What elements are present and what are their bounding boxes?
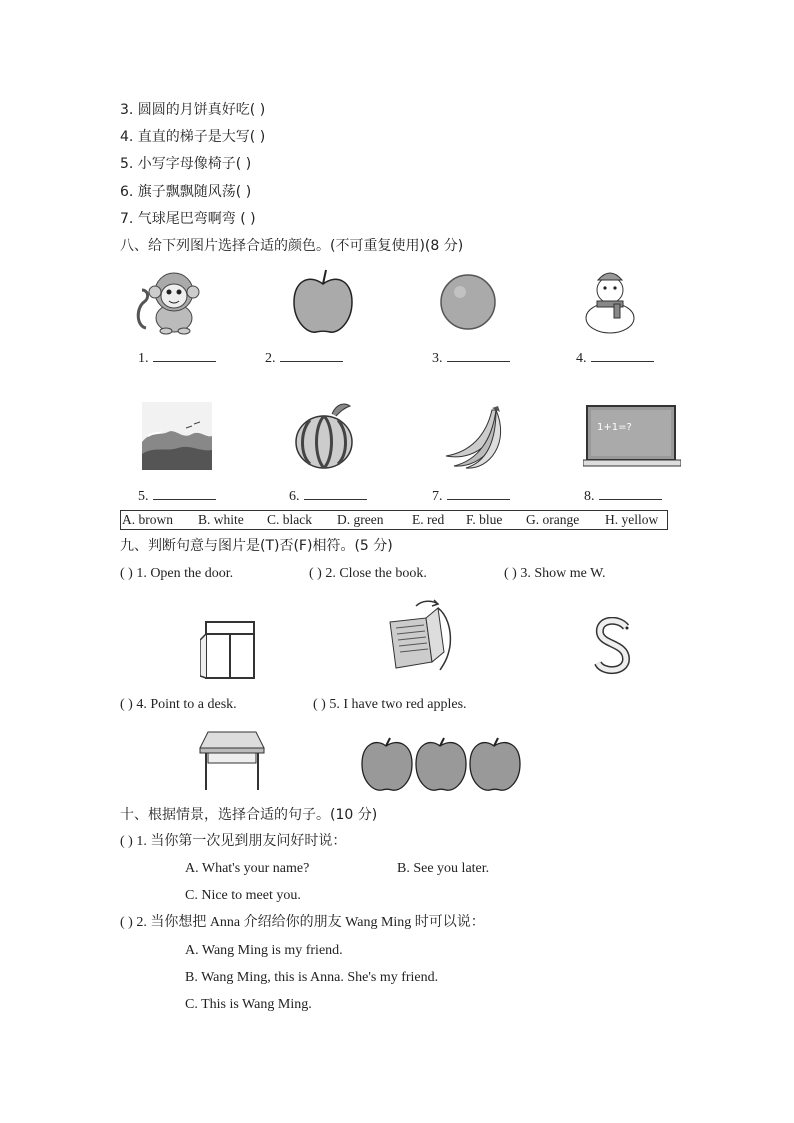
answer-line-1[interactable]: 1.: [138, 347, 216, 368]
answer-line-5[interactable]: 5.: [138, 485, 216, 506]
sea-waves-picture: [142, 402, 212, 470]
section-10-title: 十、根据情景，选择合适的句子。(10 分): [120, 807, 378, 823]
judge-item-5: 5. 小写字母像椅子( ): [120, 156, 252, 172]
blackboard-picture: [583, 404, 681, 468]
three-apples-picture: [360, 736, 522, 794]
snake-s-picture: [592, 617, 634, 675]
option-h: H. yellow: [605, 512, 659, 527]
answer-line-4[interactable]: 4.: [576, 347, 654, 368]
judge-item-7: 7. 气球尾巴弯啊弯 ( ): [120, 211, 256, 227]
snowman-picture: [580, 266, 640, 334]
tf-item-1: ( ) 1. Open the door.: [120, 566, 234, 581]
closing-book-picture: [386, 598, 458, 674]
tf-item-5: ( ) 5. I have two red apples.: [313, 697, 467, 712]
desk-picture: [198, 730, 266, 792]
section-9-title: 九、判断句意与图片是(T)否(F)相符。(5 分): [120, 538, 393, 554]
option-d: D. green: [337, 512, 384, 527]
option-e: E. red: [412, 512, 445, 527]
option-c: C. black: [267, 512, 312, 527]
q1-option-a: A. What's your name?: [185, 861, 310, 876]
apple-picture: [290, 268, 356, 336]
judge-item-3: 3. 圆圆的月饼真好吃( ): [120, 102, 266, 118]
option-f: F. blue: [466, 512, 503, 527]
answer-line-2[interactable]: 2.: [265, 347, 343, 368]
tf-item-3: ( ) 3. Show me W.: [504, 566, 606, 581]
tf-item-2: ( ) 2. Close the book.: [309, 566, 427, 581]
open-window-picture: [200, 620, 256, 680]
scenario-q2: ( ) 2. 当你想把 Anna 介绍给你的朋友 Wang Ming 时可以说：: [120, 915, 485, 930]
banana-picture: [440, 404, 510, 470]
q1-option-b: B. See you later.: [397, 861, 490, 876]
tf-item-4: ( ) 4. Point to a desk.: [120, 697, 237, 712]
answer-line-3[interactable]: 3.: [432, 347, 510, 368]
orange-picture: [438, 272, 498, 332]
q1-option-c: C. Nice to meet you.: [185, 888, 301, 903]
q2-option-c: C. This is Wang Ming.: [185, 997, 312, 1012]
scenario-q1: ( ) 1. 当你第一次见到朋友问好时说：: [120, 834, 347, 849]
option-a: A. brown: [122, 512, 173, 527]
judge-item-6: 6. 旗子飘飘随风荡( ): [120, 184, 252, 200]
option-g: G. orange: [526, 512, 580, 527]
judge-item-4: 4. 直直的梯子是大写( ): [120, 129, 266, 145]
answer-line-8[interactable]: 8.: [584, 485, 662, 506]
color-options-box: [120, 510, 668, 530]
q2-option-b: B. Wang Ming, this is Anna. She's my friend.: [185, 970, 439, 985]
watermelon-picture: [292, 402, 360, 470]
answer-line-6[interactable]: 6.: [289, 485, 367, 506]
answer-line-7[interactable]: 7.: [432, 485, 510, 506]
blackboard-text: 1+1=?: [597, 422, 632, 433]
option-b: B. white: [198, 512, 244, 527]
q2-option-a: A. Wang Ming is my friend.: [185, 943, 343, 958]
section-8-title: 八、给下列图片选择合适的颜色。(不可重复使用)(8 分): [120, 238, 464, 254]
monkey-picture: [134, 268, 206, 336]
